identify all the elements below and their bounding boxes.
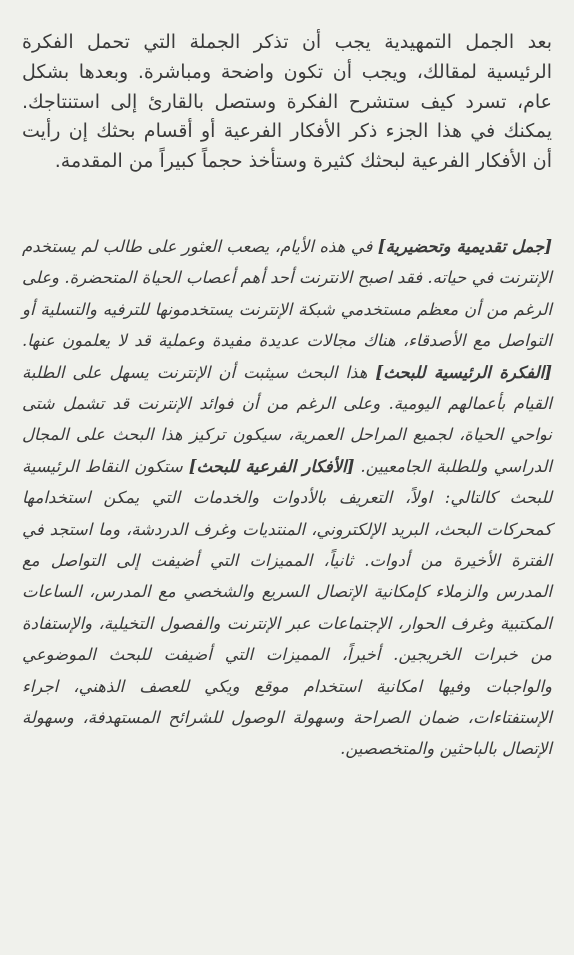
- example-text-part-2: هذا البحث سيثبت أن الإنترنت يسهل على الطلبة القيام بأعمالهم اليومية. وعلى الرغم من أن فوائد الإنترنت قد تشمل شتى نواحي الحياة، لجميع المراحل العمرية، سيكون تركيز هذا البحث على المجال الدراسي وللطلبة الجامعيين.: [22, 362, 552, 476]
- tag-main-idea: [الفكرة الرئيسية للبحث]: [375, 362, 553, 382]
- example-text-part-1: في هذه الأيام، يصعب العثور على طالب لم يستخدم الإنترنت في حياته. فقد اصبح الانترنت أحد أهم أعصاب الحياة المتحضرة. وعلى الرغم من أن معظم مستخدمي شبكة الإنترنت يستخدمونها للترفيه والتسلية أو التواصل مع الأصدقاء، هناك مجالات عديدة مفيدة وعملية قد لا يعلمون عنها.: [22, 236, 552, 351]
- tag-introductory-sentences: [جمل تقديمية وتحضيرية]: [377, 236, 553, 256]
- tag-sub-ideas: [الأفكار الفرعية للبحث]: [188, 456, 355, 476]
- paragraph-spacer: [22, 177, 552, 231]
- example-paragraph: [22, 231, 552, 765]
- example-text-part-3: ستكون النقاط الرئيسية للبحث كالتالي: اولاً، التعريف بالأدوات والخدمات التي يمكن استخدامها كمحركات البحث، البريد الإلكتروني، المنتديات وغرف الدردشة، وما استجد في الفترة الأخيرة من أدوات. ثانياً، المميزات التي أضيفت إلى التواصل مع المدرس والزملاء كإمكانية الإتصال السريع والشخصي مع المدرس، الساعات المكتبية وغرف الحوار، الإجتماعات عبر الإنترنت والفصول التخيلية، والإستفادة من خبرات الخريجين. أخيراً، المميزات التي أضيفت للبحث الموضوعي والواجبات وفيها امكانية استخدام موقع ويكي للعصف الذهني، اجراء الإستفتاءات، ضمان الصراحة وسهولة الوصول للشرائح المستهدفة، وسهولة الإتصال بالباحثين والمتخصصين.: [22, 456, 552, 759]
- intro-paragraph: بعد الجمل التمهيدية يجب أن تذكر الجملة التي تحمل الفكرة الرئيسية لمقالك، ويجب أن تكون واضحة ومباشرة. وبعدها بشكل عام، تسرد كيف ستشرح الفكرة وستصل بالقارئ إلى استنتاجك. يمكنك في هذا الجزء ذكر الأفكار الفرعية أو أقسام بحثك إن رأيت أن الأفكار الفرعية لبحثك كثيرة وستأخذ حجماً كبيراً من المقدمة.: [22, 31, 552, 173]
